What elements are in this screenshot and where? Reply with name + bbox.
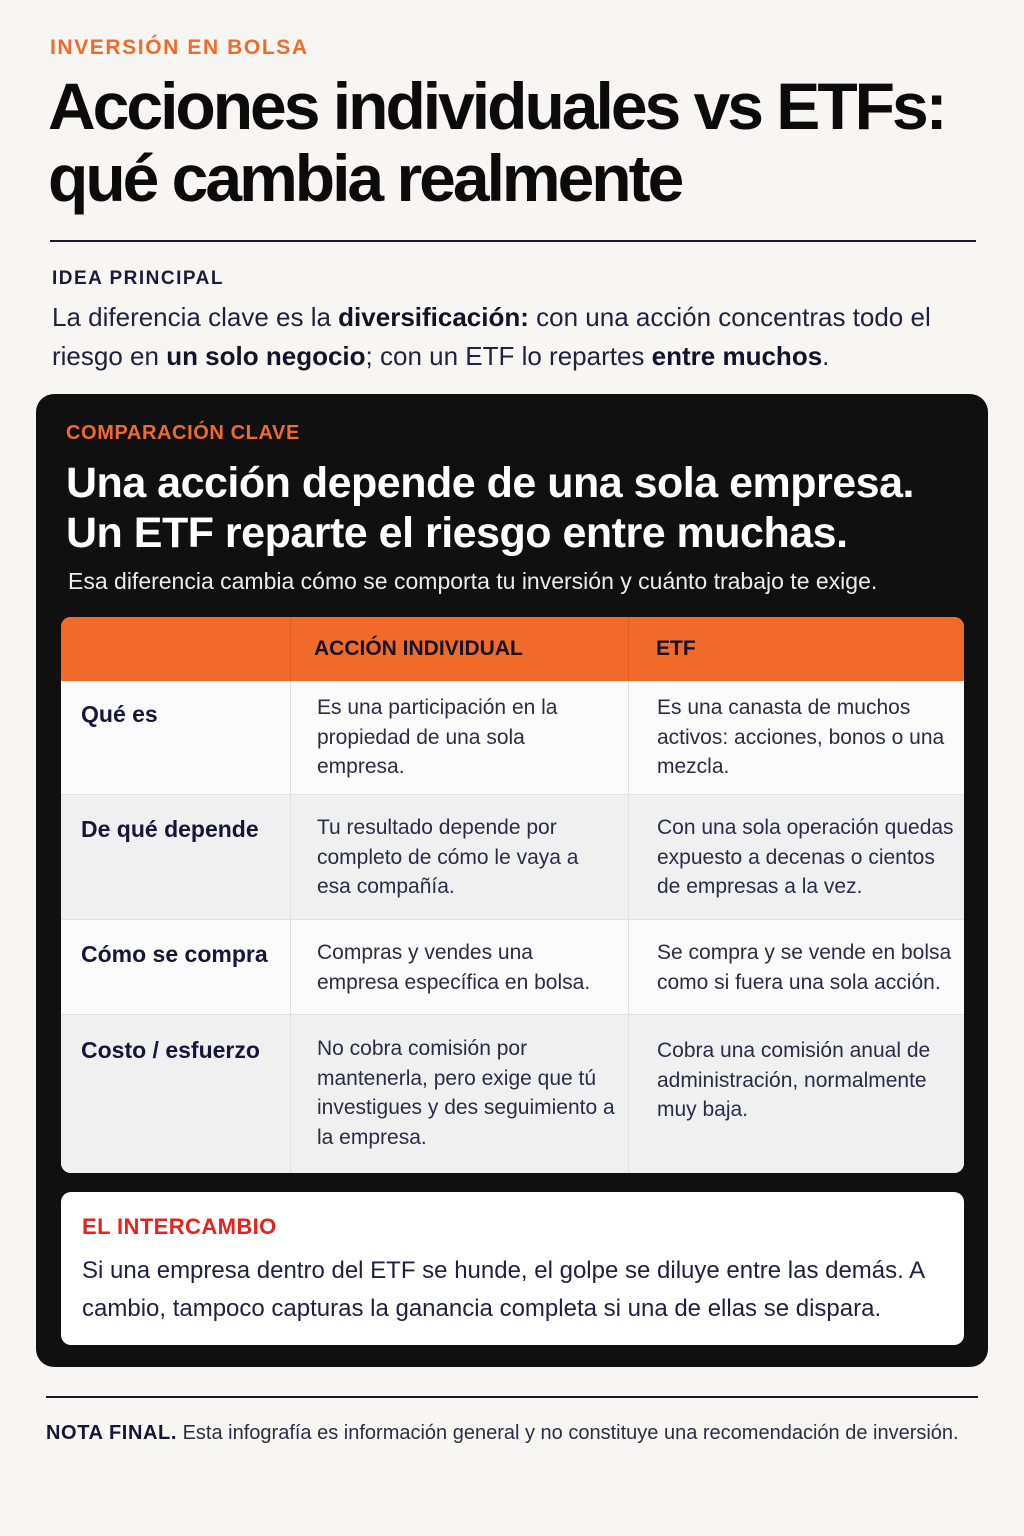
tradeoff-label: EL INTERCAMBIO [82, 1214, 277, 1239]
cell-etf-de-que-depende: Con una sola operación quedas expuesto a decenas o cientos de empresas a la vez. [657, 816, 954, 898]
tradeoff-text: Si una empresa dentro del ETF se hunde, el golpe se diluye entre las demás. A cambio, tampoco capturas la ganancia completa si una de ellas se dispara. [82, 1257, 924, 1322]
row-divider [61, 794, 964, 795]
cell-etf-como-se-compra: Se compra y se vende en bolsa como si fuera una sola acción. [657, 941, 952, 994]
comparison-headline [66, 458, 986, 558]
comparison-headline-line-1: Una acción depende de una sola empresa. [66, 459, 914, 507]
idea-emphasis-solo-negocio: un solo negocio [166, 341, 366, 371]
cell-etf-que-es: Es una canasta de muchos activos: acciones, bonos o una mezcla. [657, 696, 945, 778]
idea-label: IDEA PRINCIPAL [52, 268, 224, 289]
comparison-label: COMPARACIÓN CLAVE [66, 422, 300, 444]
column-divider [290, 681, 291, 1173]
idea-text-part: con una acción concentras todo el riesgo en [52, 302, 931, 371]
column-divider [628, 681, 629, 1173]
footer-note-label: NOTA FINAL. [46, 1422, 178, 1444]
row-label-de-que-depende: De qué depende [81, 816, 259, 842]
cell-accion-costo-esfuerzo: No cobra comisión por mantenerla, pero exige que tú investigues y des seguimiento a la empresa. [317, 1037, 615, 1149]
row-divider [61, 1014, 964, 1015]
row-label-costo-esfuerzo: Costo / esfuerzo [81, 1037, 260, 1063]
footer-divider [46, 1396, 978, 1398]
table-header-row [61, 617, 964, 681]
row-label-que-es: Qué es [81, 701, 158, 727]
idea-text-part: ; con un ETF lo repartes [365, 341, 652, 371]
footer-note-text: Esta infografía es información general y no constituye una recomendación de inversión. [177, 1422, 959, 1444]
page-title [48, 70, 988, 214]
page-title-line-1: Acciones individuales vs ETFs: [48, 69, 945, 143]
row-label-como-se-compra: Cómo se compra [81, 941, 268, 967]
idea-text [52, 298, 982, 376]
cell-accion-de-que-depende: Tu resultado depende por completo de cómo le vaya a esa compañía. [317, 816, 579, 898]
comparison-table [61, 617, 964, 1173]
table-header-etf: ETF [656, 637, 696, 660]
table-header-accion: ACCIÓN INDIVIDUAL [314, 637, 523, 660]
table-header-divider [290, 617, 291, 681]
cell-accion-como-se-compra: Compras y vendes una empresa específica en bolsa. [317, 941, 591, 994]
idea-emphasis-entre-muchos: entre muchos [651, 341, 823, 371]
idea-text-part: . [822, 341, 830, 371]
footer-note [46, 1418, 966, 1449]
table-header-divider [628, 617, 629, 681]
header-divider [50, 240, 976, 242]
row-divider [61, 919, 964, 920]
cell-etf-costo-esfuerzo: Cobra una comisión anual de administración, normalmente muy baja. [657, 1039, 931, 1121]
idea-text-part: La diferencia clave es la [52, 302, 339, 332]
page-title-line-2: qué cambia realmente [48, 141, 682, 215]
comparison-subtitle: Esa diferencia cambia cómo se comporta tu inversión y cuánto trabajo te exige. [68, 568, 878, 594]
comparison-headline-line-2: Un ETF reparte el riesgo entre muchas. [66, 509, 848, 557]
cell-accion-que-es: Es una participación en la propiedad de una sola empresa. [317, 696, 558, 778]
eyebrow-label: INVERSIÓN EN BOLSA [50, 36, 309, 59]
idea-emphasis-diversificacion: diversificación: [338, 302, 529, 332]
